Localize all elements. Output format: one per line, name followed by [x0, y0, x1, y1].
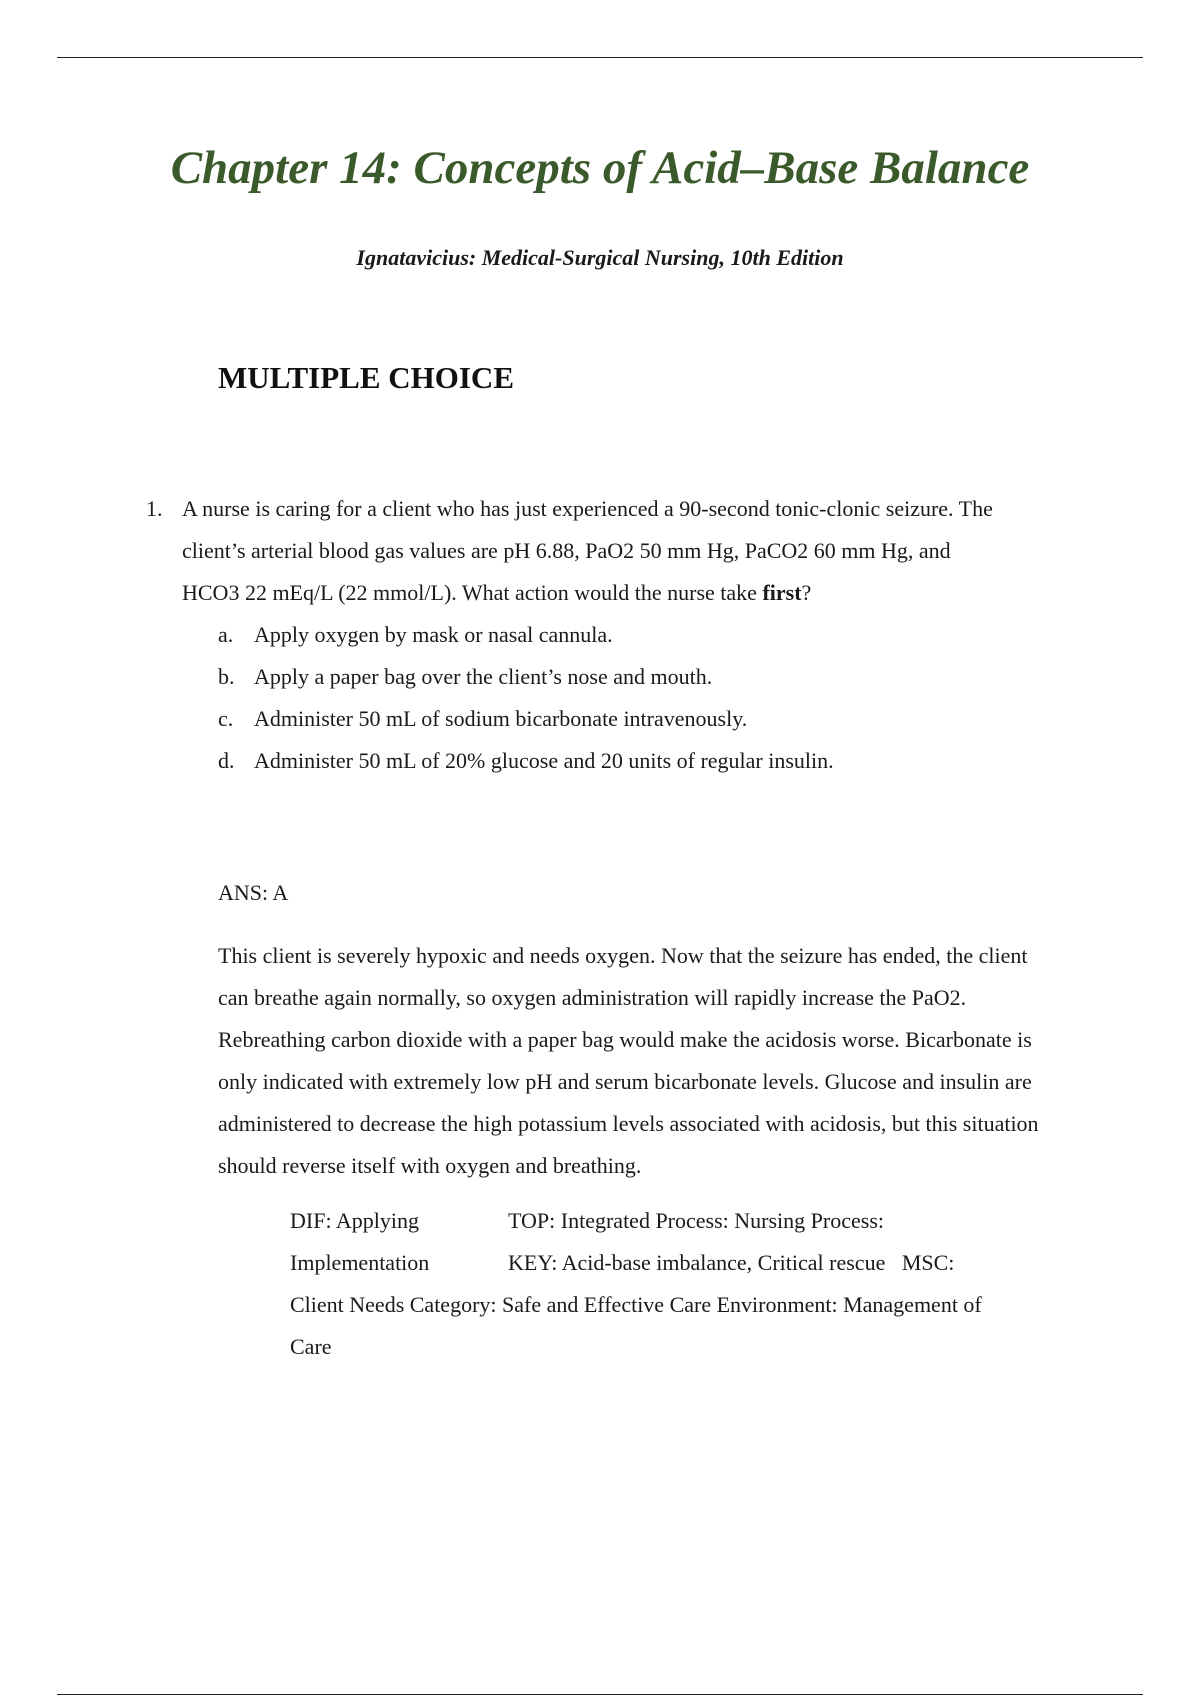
option-letter: d.: [218, 748, 235, 773]
chapter-title: Chapter 14: Concepts of Acid–Base Balance: [170, 142, 1030, 194]
question-metadata: [290, 1200, 1065, 1368]
book-subtitle: Ignatavicius: Medical-Surgical Nursing, 10th Edition: [356, 245, 844, 270]
metadata-row: [290, 1242, 1065, 1284]
rationale-paragraph: This client is severely hypoxic and needs oxygen. Now that the seizure has ended, the client can breathe again normally, so oxygen administration will rapidly increase the PaO2. Rebreathing carbon dioxide with a paper bag would make the acidosis worse. Bicarbonate is only indicated with extremely low pH and serum bicarbonate levels. Glucose and insulin are administered to decrease the high potassium levels associated with acidosis, but this situation should reverse itself with oxygen and breathing.: [218, 943, 1039, 1178]
question-stem-text: A nurse is caring for a client who has just experienced a 90-second tonic-clonic seizure. The client’s arterial blood gas values are pH 6.88, PaO2 50 mm Hg, PaCO2 60 mm Hg, and HCO3 22 mEq/L (22 mmol/L). What action would the nurse take: [182, 496, 993, 605]
option-item: [218, 656, 1046, 698]
question-number: 1.: [146, 496, 163, 521]
option-letter: c.: [218, 706, 234, 731]
option-item: [218, 614, 1046, 656]
option-letter: b.: [218, 664, 235, 689]
question-stem-emphasis: first: [762, 580, 802, 605]
answer-key: ANS: A: [218, 880, 289, 905]
client-needs-label: Client Needs Category: Safe and Effective Care Environment: Management of: [290, 1292, 982, 1317]
option-letter: a.: [218, 622, 234, 647]
option-item: [218, 698, 1046, 740]
answer-options: [218, 614, 1046, 782]
option-text: Apply a paper bag over the client’s nose and mouth.: [254, 664, 713, 689]
topic-continuation: Implementation: [290, 1250, 430, 1275]
question-stem: [182, 488, 1002, 614]
topic-label: TOP: Integrated Process: Nursing Process:: [508, 1208, 884, 1233]
option-text: Administer 50 mL of 20% glucose and 20 units of regular insulin.: [254, 748, 834, 773]
question-stem-end: ?: [801, 580, 812, 605]
difficulty-label: DIF: Applying: [290, 1208, 419, 1233]
metadata-row: [290, 1200, 1065, 1242]
option-text: Apply oxygen by mask or nasal cannula.: [254, 622, 613, 647]
bottom-rule: [57, 1694, 1143, 1695]
question-block: [146, 488, 1046, 782]
option-text: Administer 50 mL of sodium bicarbonate intravenously.: [254, 706, 748, 731]
metadata-row: [290, 1284, 1065, 1326]
metadata-row: [290, 1326, 1065, 1368]
section-heading: MULTIPLE CHOICE: [218, 360, 514, 395]
key-msc-label: KEY: Acid-base imbalance, Critical rescue MSC:: [508, 1250, 955, 1275]
option-item: [218, 740, 1046, 782]
top-rule: [57, 57, 1143, 58]
client-needs-continuation: Care: [290, 1334, 332, 1359]
